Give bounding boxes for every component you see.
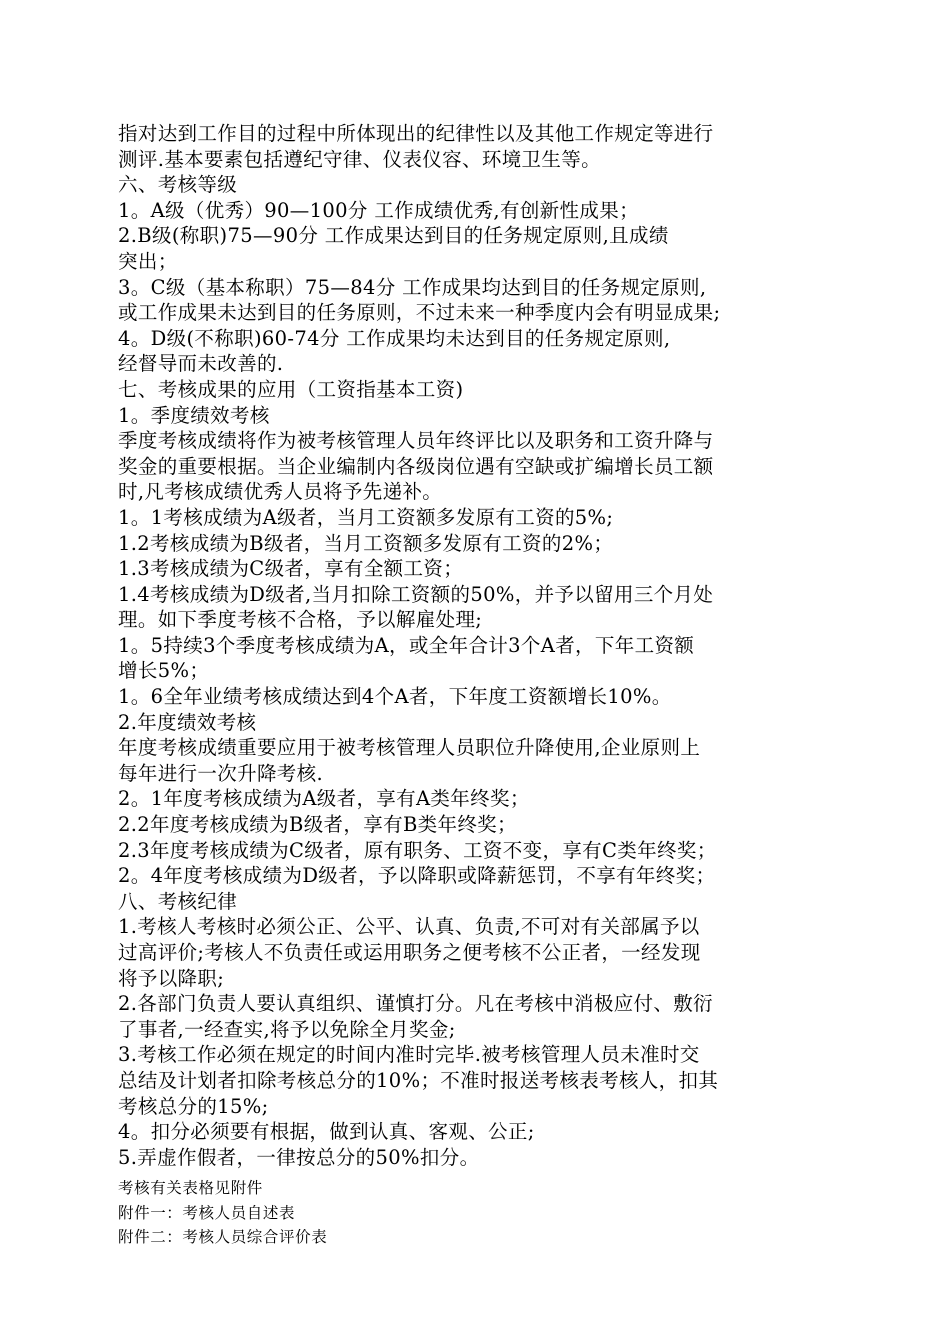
- appendix-item: 附件二：考核人员综合评价表: [118, 1228, 328, 1247]
- text-line: 1。5持续3个季度考核成绩为A，或全年合计3个A者，下年工资额: [118, 633, 695, 657]
- text-line: 2。4年度考核成绩为D级者，予以降职或降薪惩罚，不享有年终奖；: [118, 864, 716, 888]
- text-line: 1.4考核成绩为D级者,当月扣除工资额的50%，并予以留用三个月处: [118, 582, 714, 606]
- section-heading: 七、考核成果的应用（工资指基本工资): [118, 377, 464, 401]
- text-line: 2。1年度考核成绩为A级者，享有A类年终奖；: [118, 787, 530, 811]
- document-body: [118, 121, 808, 1170]
- text-line: 过高评价;考核人不负责任或运用职务之便考核不公正者，一经发现: [118, 941, 701, 964]
- appendix-list: [118, 1176, 808, 1250]
- text-line: 了事者,一经查实,将予以免除全月奖金;: [118, 1017, 456, 1041]
- text-line: 测评.基本要素包括遵纪守律、仪表仪容、环境卫生等。: [118, 147, 601, 171]
- text-line: 每年进行一次升降考核.: [118, 761, 324, 785]
- section-heading: 六、考核等级: [118, 173, 238, 197]
- text-line: 3。C级（基本称职）75—84分 工作成果均达到目的任务规定原则,: [118, 275, 707, 299]
- text-line: 1。6全年业绩考核成绩达到4个A者，下年度工资额增长10%。: [118, 685, 672, 709]
- text-line: 经督导而未改善的.: [118, 352, 284, 376]
- text-line: 奖金的重要根据。当企业编制内各级岗位遇有空缺或扩编增长员工额: [118, 454, 714, 478]
- text-line: 年度考核成绩重要应用于被考核管理人员职位升降使用,企业原则上: [118, 736, 701, 760]
- document-page: [118, 121, 808, 1250]
- text-line: 考核总分的15%;: [118, 1094, 269, 1118]
- text-line: 理。如下季度考核不合格，予以解雇处理;: [118, 608, 483, 632]
- text-line: 增长5%；: [118, 659, 210, 683]
- text-line: 1.考核人考核时必须公正、公平、认真、负责,不可对有关部属予以: [118, 915, 700, 939]
- text-line: 1。A级（优秀）90—100分 工作成绩优秀,有创新性成果；: [118, 198, 639, 222]
- text-line: 2.2年度考核成绩为B级者，享有B类年终奖；: [118, 813, 517, 837]
- text-line: 指对达到工作目的过程中所体现出的纪律性以及其他工作规定等进行: [118, 122, 714, 145]
- text-line: 5.弄虚作假者，一律按总分的50%扣分。: [118, 1145, 480, 1169]
- text-line: 1.3考核成绩为C级者，享有全额工资；: [118, 557, 464, 581]
- subsection-heading: 2.年度绩效考核: [118, 710, 257, 734]
- appendix-item: 附件一：考核人员自述表: [118, 1203, 296, 1222]
- text-line: 3.考核工作必须在规定的时间内准时完毕.被考核管理人员未准时交: [118, 1043, 700, 1067]
- text-line: 4。扣分必须要有根据，做到认真、客观、公正;: [118, 1120, 535, 1144]
- appendix-note: 考核有关表格见附件: [118, 1179, 263, 1198]
- text-line: 2.各部门负责人要认真组织、谨慎打分。凡在考核中消极应付、敷衍: [118, 992, 713, 1016]
- text-line: 时,凡考核成绩优秀人员将予先递补。: [118, 480, 443, 504]
- text-line: 1.2考核成绩为B级者，当月工资额多发原有工资的2%；: [118, 531, 614, 555]
- text-line: 1。1考核成绩为A级者，当月工资额多发原有工资的5%;: [118, 505, 614, 529]
- text-line: 将予以降职;: [118, 966, 225, 990]
- text-line: 季度考核成绩将作为被考核管理人员年终评比以及职务和工资升降与: [118, 429, 714, 453]
- text-line: 2.3年度考核成绩为C级者，原有职务、工资不变，享有C类年终奖；: [118, 838, 717, 862]
- subsection-heading: 1。季度绩效考核: [118, 403, 270, 427]
- section-heading: 八、考核纪律: [118, 889, 238, 913]
- text-line: 总结及计划者扣除考核总分的10%；不准时报送考核表考核人，扣其: [118, 1068, 719, 1092]
- text-line: 突出；: [118, 249, 178, 273]
- text-line: 2.B级(称职)75—90分 工作成果达到目的任务规定原则,且成绩: [118, 224, 669, 248]
- text-line: 或工作成果未达到目的任务原则，不过未来一种季度内会有明显成果;: [118, 301, 721, 325]
- text-line: 4。D级(不称职)60-74分 工作成果均未达到目的任务规定原则,: [118, 326, 671, 350]
